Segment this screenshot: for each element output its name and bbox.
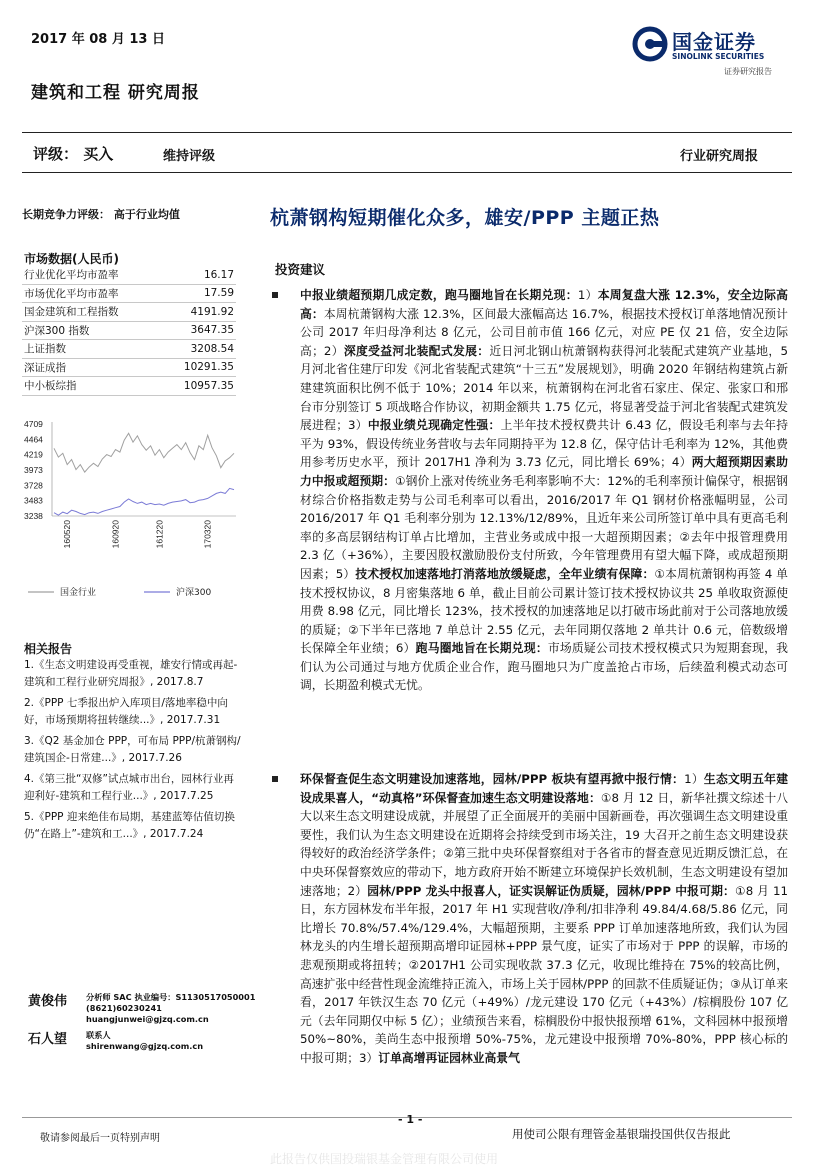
bold-text-run: 深度受益河北装配式发展： [343,343,490,358]
x-tick-label: 161220 [154,520,165,549]
series-line-hs300 [54,488,234,515]
analyst-name: 石人望 [28,1032,68,1047]
watermark: 此报告仅供国投瑞银基金管理有限公司使用 [270,1152,499,1166]
text-run: 1） [684,772,704,786]
text-run: 上半年技术授权费共计 6.43 亿，假设毛利率与去年持平为 93%，假设传统业务营收与去年同期持平为 12.8 亿，保守估计毛利率为 12%，其他费用参考历史水平，预计 2017H1 净利为 3.73 亿元，同比增长 69%；4） [300,418,788,470]
market-label: 行业优化平均市盈率 [22,266,160,284]
bullet-text [300,286,788,695]
analyst-contact-line: 联系人 [86,1030,111,1040]
text-run: ①钢价上涨对传统业务毛利率影响不大：12%的毛利率预计偏保守，根据钢材综合价格指数走势与公司毛利率可以看出，2016/2017 年 Q1 钢材价格涨幅明显，公司 2016/2017 年 Q1 毛利率分别为 12.13%/12/89%，且近年来公司所签订单中具有更高毛利率的多高层钢结构订单占比增加，主营业务或成中报一大超预期因素；②去年中报管理费用 2.3 亿（+36%），主要因股权激励股份支付所致，今年管理费用有望大幅下降，或成超预期因素；5） [300,473,788,581]
y-tick-label: 4709 [24,419,43,429]
market-value: 17.59 [160,284,236,303]
related-report-item: 4.《第三批“双修”试点城市出台，园林行业再迎利好-建筑和工程行业...》, 2017.7.25 [24,773,234,802]
analyst-contact [86,1030,203,1052]
text-run: 近日河北钢山杭萧钢构获得河北装配式建筑产业基地，5 月河北省住建厅印发《河北省装配式建筑“十三五”发展规划》，明确 2020 年钢结构建筑占新建建筑面积比例不低于 10%；2014 年以来，杭萧钢构在河北省石家庄、保定、张家口和邢台市分别签订 5 项战略合作协议，初期金额共 1.75 亿元，将显著受益于河北省装配式建筑发展进程；3） [300,343,788,433]
rating: 评级： 买入 [33,145,114,163]
text-run: 1） [577,288,598,302]
market-value: 3208.54 [160,340,236,359]
x-tick-label: 170320 [202,520,213,549]
report-main-title: 杭萧钢构短期催化众多，雄安/PPP 主题正热 [270,207,660,229]
bullet-square-icon [272,292,278,298]
y-tick-label: 4219 [24,449,43,460]
index-line-chart [22,418,242,608]
text-run: ①8 月 12 日，新华社撰文综述十八大以来生态文明建设成就，并展望了正全面展开的美丽中国新画卷，再次强调生态文明建设重要性，我们认为生态文明建设在近期将会持续受到市场关注，19 大召开之前生态文明建设获得较好的政治经济学条件；②第三批中央环保督察组对于各省市的督查意见近期反馈汇总，在中央环保督察效应的带动下，地方政府开始不断建立环境保护长效机制，生态文明建设有望加速落地；2） [300,790,788,898]
analyst-contact-line: (8621)60230241 [86,1003,162,1013]
market-row [22,358,236,377]
market-label: 市场优化平均市盈率 [22,284,160,303]
bold-text-run: 技术授权加速落地打消落地放缓疑虑，全年业绩有保障： [355,566,655,581]
series-line-industry [54,433,234,472]
y-tick-label: 3483 [24,495,43,506]
bold-text-run: 两大超预期因素助力中报或超预期： [300,455,788,488]
text-run: ①本周杭萧钢构再签 4 单技术授权协议，8 月密集落地 6 单，截止目前公司累计签订技术授权协议共 25 单收取资源使用费 8.98 亿元，同比增长 123%，技术授权的加速落地足以打破市场此前对于公司落地放缓的质疑；②下半年已落地 7 单总计 2.55 亿元，去年同期仅落地 2 单共计 0.6 元，倍数级增长保障全年业绩；6） [300,566,788,656]
disclaimer-note: 敬请参阅最后一页特别声明 [40,1133,160,1144]
text-run: ①8 月 11 日，东方园林发布半年报，2017 年 H1 实现营收/净利/扣非净利 49.84/4.68/5.86 亿元，同比增长 70.8%/57.4%/129.4%，大幅超预期，主要系 PPP 订单加速落地所致，我们认为园林龙头的内生增长超预期高增印证园林+PPP 景气度，证实了市场对于 PPP 的误解，市场的悲观预期或将扭转；②2017H1 公司实现收款 37.3 亿元，收现比维持在 75%的较高比例，高速扩张中经营性现金流维持正流入，市场上关于园林/PPP 的回款不佳质疑证伪；③从订单来看，2017 年铁汉生态 70 亿元（+49%）/龙元建设 170 亿元（+43%）/棕榈股份 107 亿元（去年同期仅中标 5 亿）；业绩预告来看，棕榈股份中报快报预增 61%，文科园林中报预增 50%~80%，美尚生态中报预增 50%-75%，龙元建设中报预增 70%-80%，PPP 核心标的中报可期；3） [300,883,788,1065]
bullet-text [300,770,788,1068]
market-value: 4191.92 [160,303,236,322]
report-type: 行业研究周报 [680,149,759,164]
related-reports-title: 相关报告 [24,642,73,656]
logo-english: SINOLINK SECURITIES [672,52,765,61]
document-title: 建筑和工程 研究周报 [31,83,200,103]
bold-text-run: 跑马圈地旨在长期兑现： [415,641,548,656]
bold-text-run: 中报业绩兑现确定性强： [367,418,501,433]
market-value: 10957.35 [160,377,236,396]
market-value: 16.17 [160,266,236,284]
legend-label: 沪深300 [176,588,212,598]
market-row [22,340,236,359]
market-label: 深证成指 [22,358,160,377]
footer-notice: 用使司公限有理管金基银瑞投国供仅告报此 [512,1127,731,1141]
market-data-table [22,266,236,396]
report-date: 2017 年 08 月 13 日 [31,32,165,47]
bold-text-run: 本周复盘大涨 12.3%，安全边际高高： [300,288,788,321]
market-row [22,284,236,303]
market-label: 上证指数 [22,340,160,359]
x-tick-label: 160520 [62,520,73,549]
market-row [22,321,236,340]
market-value: 10291.35 [160,358,236,377]
logo-name: 国金证券 [672,30,756,54]
y-tick-label: 4464 [24,434,43,445]
section-title: 投资建议 [275,262,326,277]
header-divider-bottom [22,172,792,173]
bold-text-run: 生态文明五年建设成果喜人，“动真格”环保督查加速生态文明建设落地： [300,772,788,805]
related-report-item: 1.《生态文明建设再受重视，雄安行情或再起-建筑和工程行业研究周报》, 2017.8.7 [24,659,238,688]
logo-mark-icon [632,26,668,62]
legend-label: 国金行业 [60,588,97,598]
bold-text-run: 中报业绩超预期几成定数，跑马圈地旨在长期兑现： [300,288,578,302]
market-row [22,303,236,322]
analyst-name: 黄俊伟 [28,994,68,1009]
text-run: 市场质疑公司技术授权模式只为短期套现，我们认为公司通过与地方优质企业合作，跑马圈地只为广度盖抢占市场，后续盈利模式动态可调，长期盈利模式无忧。 [300,641,788,693]
market-label: 中小板综指 [22,377,160,396]
company-logo [632,24,792,80]
y-tick-label: 3728 [24,480,43,491]
header-divider-top [22,132,792,133]
bullet-square-icon [272,776,278,782]
page-number: - 1 - [398,1113,423,1126]
market-data-title: 市场数据(人民币) [24,252,119,266]
analyst-contact [86,992,255,1025]
y-tick-label: 3973 [24,465,43,476]
bold-text-run: 订单高增再证园林业高景气 [378,1050,520,1065]
bold-text-run: 园林/PPP 龙头中报喜人，证实误解证伪质疑，园林/PPP 中报可期： [367,883,735,898]
text-run: 本周杭萧钢构大涨 12.3%，区间最大涨幅高达 16.7%，根据技术授权订单落地情况预计公司 2017 年归母净利达 8 亿元，公司目前市值 166 亿元，对应 PE 仅 21 倍，安全边际高；2） [300,306,788,358]
related-report-item: 2.《PPP 七季报出炉入库项目/落地率稳中向好，市场预期将扭转继续...》, 2017.7.31 [24,697,228,726]
y-tick-label: 3238 [24,511,43,521]
market-label: 沪深300 指数 [22,321,160,340]
market-row [22,266,236,284]
analyst-contact-line: 分析师 SAC 执业编号：S1130517050001 [86,992,256,1002]
bullet-paragraph [272,286,788,695]
related-reports-list [24,657,244,847]
related-report-item: 3.《Q2 基金加仓 PPP，可布局 PPP/杭萧钢构/建筑国企-日常建...》, 2017.7.26 [24,735,241,764]
related-report-item: 5.《PPP 迎来绝佳布局期，基建蓝筹估值切换仍“在路上”-建筑和工...》, 2017.7.24 [24,811,235,840]
long-term-rating: 长期竞争力评级： 高于行业均值 [22,208,180,221]
market-value: 3647.35 [160,321,236,340]
market-row [22,377,236,396]
logo-subtitle: 证券研究报告 [724,67,772,76]
analyst-contact-line: shirenwang@gjzq.com.cn [86,1041,204,1051]
rating-maintain: 维持评级 [163,149,216,164]
bullet-paragraph [272,770,788,1068]
x-tick-label: 160920 [110,520,121,549]
analyst-contact-line: huangjunwei@gjzq.com.cn [86,1014,209,1024]
bold-text-run: 环保督查促生态文明建设加速落地，园林/PPP 板块有望再掀中报行情： [300,772,685,786]
market-label: 国金建筑和工程指数 [22,303,160,322]
